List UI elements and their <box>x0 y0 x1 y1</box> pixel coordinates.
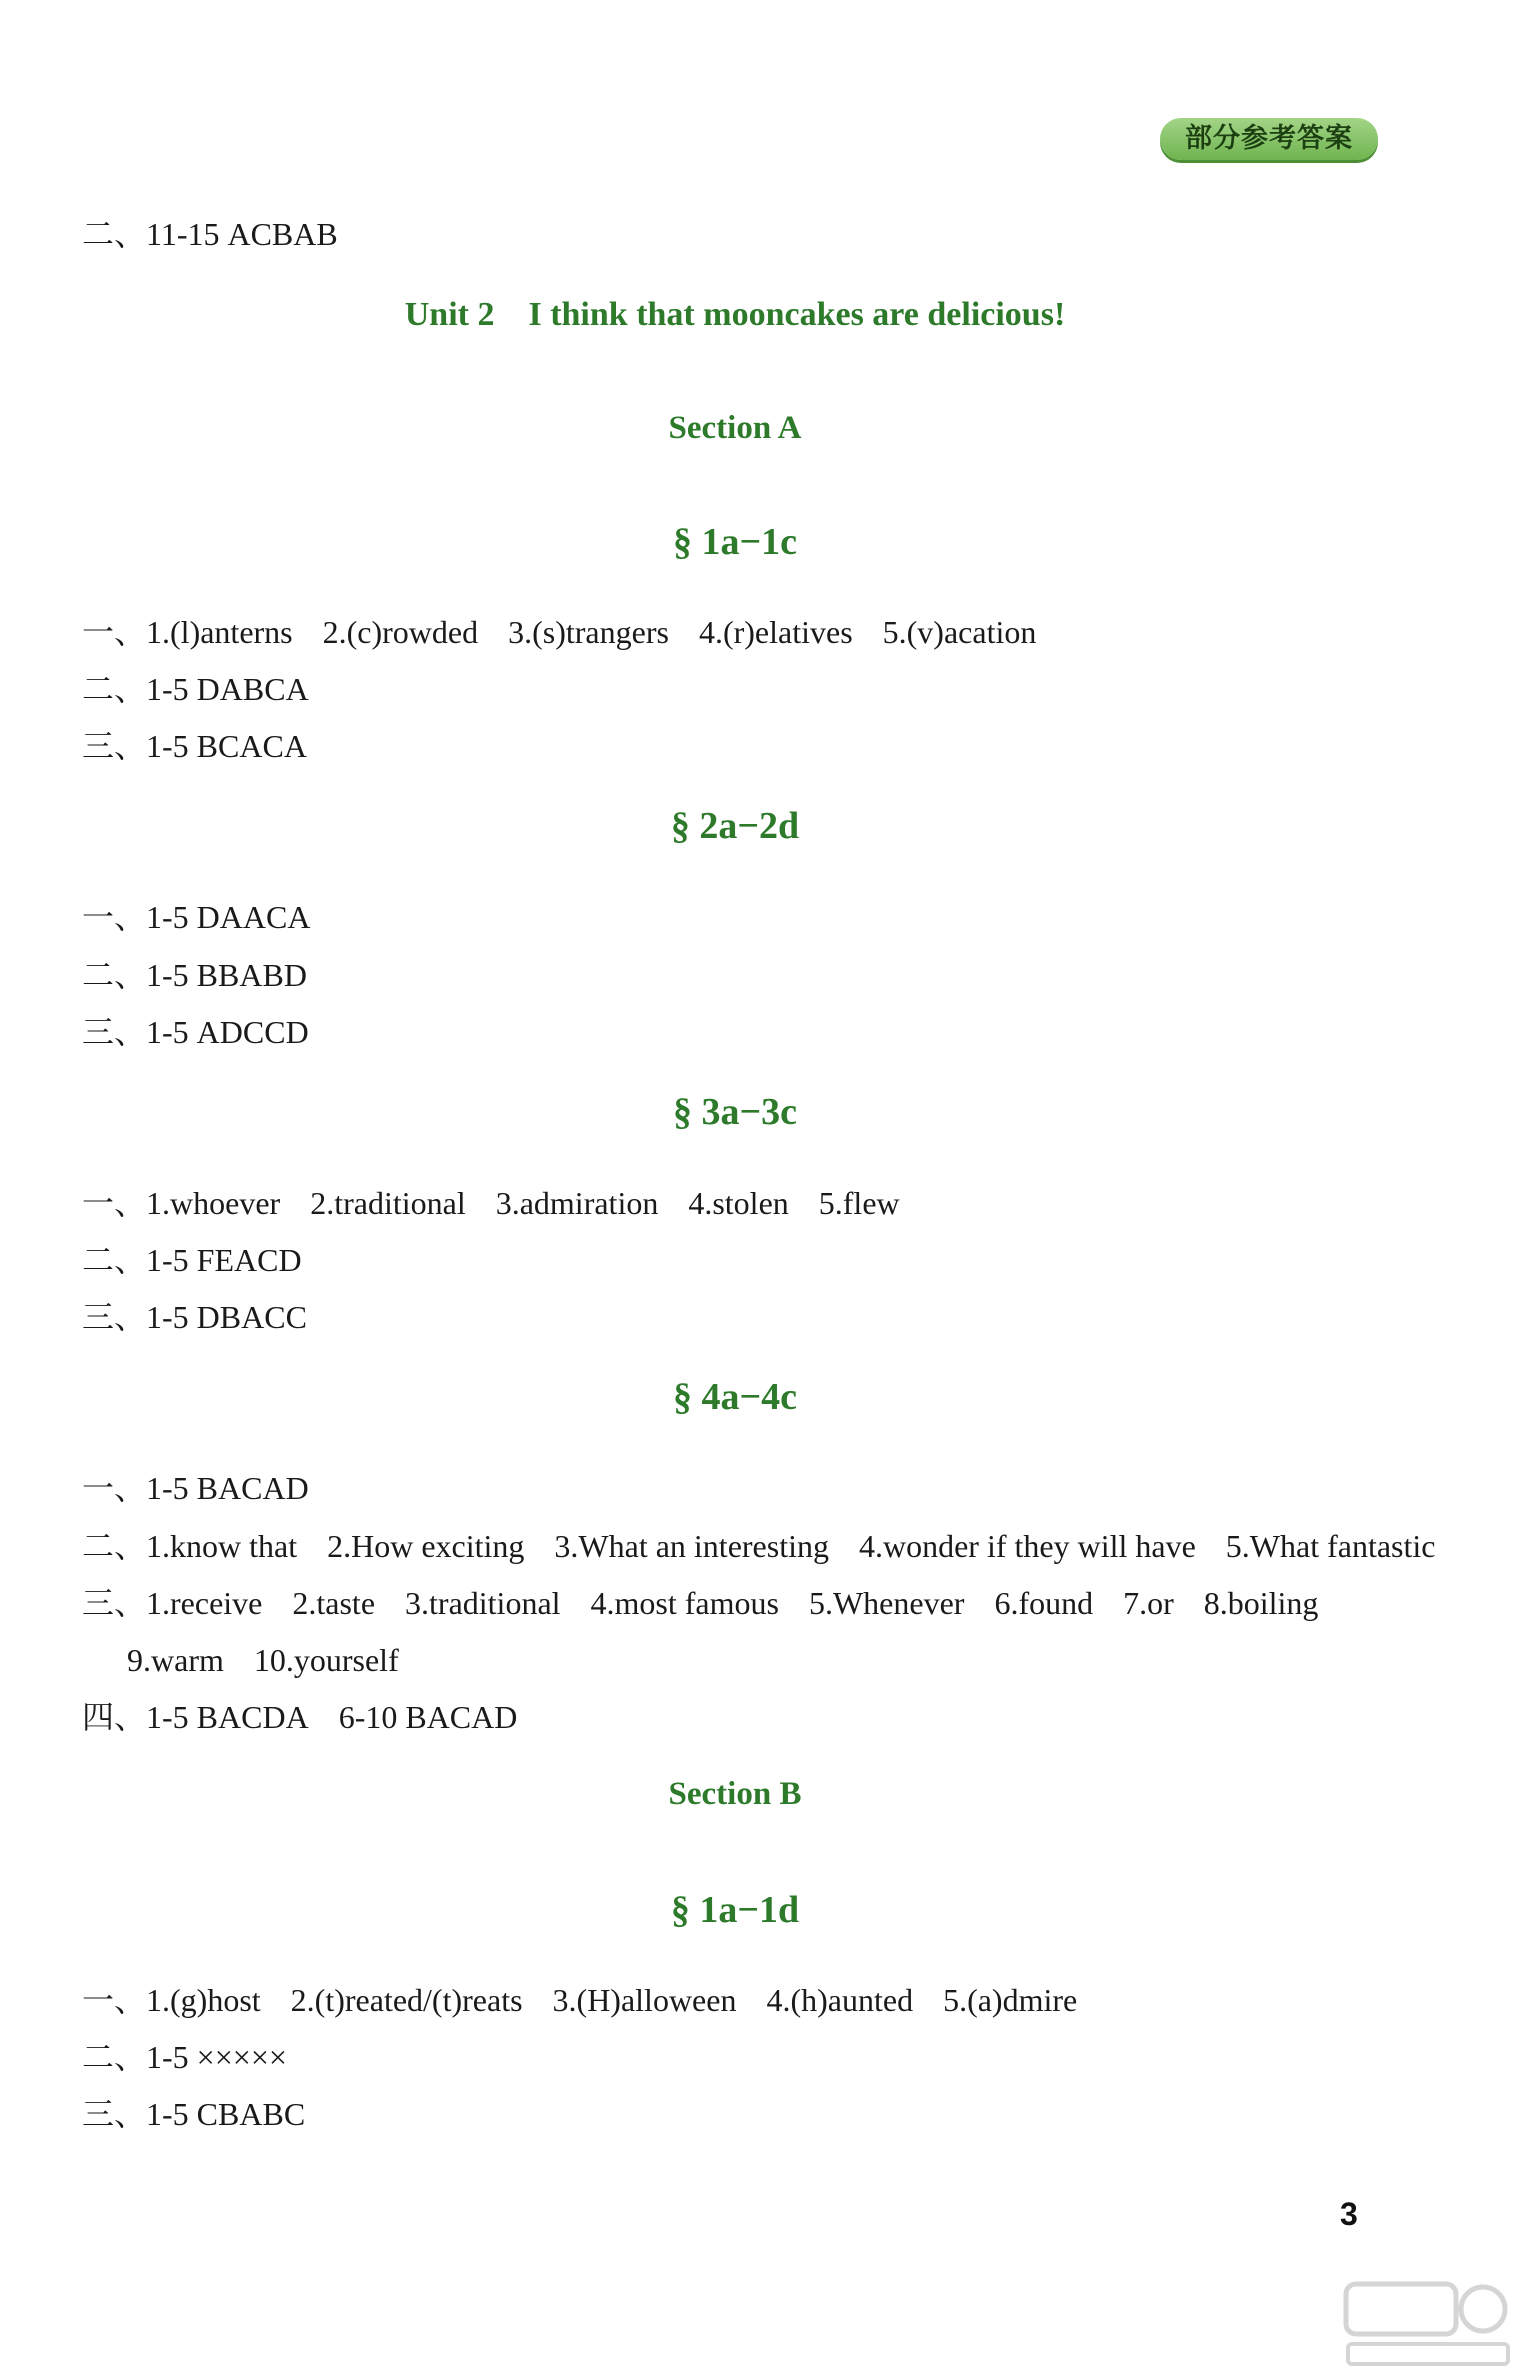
page-number: 3 <box>1340 2196 1358 2232</box>
answer-item: 6.found <box>994 1585 1094 1621</box>
answer-item: 1-5 DAACA <box>146 899 311 935</box>
answer-item: 4.(r)elatives <box>698 614 853 650</box>
subsection-heading: § 3a−3c <box>672 1091 798 1133</box>
question-number: 一、 <box>82 899 147 935</box>
section-a-title: Section A <box>668 410 802 446</box>
subsection-heading: § 1a−1c <box>672 521 798 563</box>
watermark-logo-icon <box>1338 2274 1518 2374</box>
answer-item: 4.(h)aunted <box>766 1982 914 2018</box>
answer-line <box>82 1980 1077 2020</box>
question-number: 二、 <box>82 1242 147 1278</box>
question-number: 三、 <box>82 1014 147 1050</box>
unit-name: I think that mooncakes are delicious! <box>528 296 1066 333</box>
answer-item: 5.What fantastic <box>1225 1528 1436 1564</box>
question-number: 四、 <box>82 1699 147 1735</box>
answer-item: 5.(v)acation <box>882 614 1037 650</box>
answer-item: 1.whoever <box>146 1185 281 1221</box>
unit-title <box>0 296 1470 334</box>
answer-line <box>82 1183 900 1223</box>
subsection-heading: § 2a−2d <box>670 805 800 847</box>
answer-item: 1-5 BACDA <box>146 1699 309 1735</box>
question-number: 三、 <box>82 1299 147 1335</box>
question-number: 二、 <box>82 671 147 707</box>
answer-item: 2.(t)reated/(t)reats <box>290 1982 523 2018</box>
answer-line <box>82 897 310 937</box>
answer-item: 9.warm <box>127 1642 224 1678</box>
answer-item: 10.yourself <box>253 1642 399 1678</box>
answer-item: 4.wonder if they will have <box>858 1528 1196 1564</box>
question-number: 三、 <box>82 1585 147 1621</box>
answer-item: 8.boiling <box>1203 1585 1319 1621</box>
subsection-heading: § 1a−1d <box>670 1889 800 1931</box>
answer-item: 4.most famous <box>590 1585 779 1621</box>
answer-item: 3.admiration <box>495 1185 659 1221</box>
question-number: 一、 <box>82 1185 147 1221</box>
answer-line <box>82 1012 309 1052</box>
answer-line <box>82 669 309 709</box>
answer-item: 3.(H)alloween <box>552 1982 737 2018</box>
section-b-title: Section B <box>668 1776 802 1812</box>
answer-item: 5.Whenever <box>808 1585 965 1621</box>
answer-item: 1.(g)host <box>146 1982 261 2018</box>
answer-item: 1-5 BCACA <box>146 728 307 764</box>
answer-item: 3.What an interesting <box>554 1528 829 1564</box>
answer-key-badge: 部分参考答案 <box>1160 118 1378 160</box>
answer-item: 1.receive <box>146 1585 263 1621</box>
answer-item: 1-5 DABCA <box>146 671 309 707</box>
answer-item: 3.traditional <box>405 1585 561 1621</box>
unit-number: Unit 2 <box>404 296 495 333</box>
answer-item: 1-5 ADCCD <box>146 1014 309 1050</box>
question-number: 一、 <box>82 1982 147 2018</box>
question-number: 二、 <box>82 957 147 993</box>
answer-item: 6-10 BACAD <box>338 1699 518 1735</box>
answer-item: 1-5 CBABC <box>146 2096 306 2132</box>
answer-item: 2.How exciting <box>327 1528 525 1564</box>
answer-item: 5.(a)dmire <box>943 1982 1078 2018</box>
question-number: 三、 <box>82 2096 147 2132</box>
answer-item: 5.flew <box>818 1185 900 1221</box>
answer-item: 3.(s)trangers <box>508 614 669 650</box>
subsection-heading: § 4a−4c <box>672 1376 798 1418</box>
answer-item: 2.(c)rowded <box>322 614 479 650</box>
answer-item: 1-5 BBABD <box>146 957 307 993</box>
question-number: 二、 <box>82 1528 147 1564</box>
answer-line <box>82 2037 287 2077</box>
answer-item: 1.(l)anterns <box>146 614 293 650</box>
answer-item: 7.or <box>1123 1585 1174 1621</box>
answer-item: 1-5 FEACD <box>146 1242 302 1278</box>
answer-item: 1.know that <box>146 1528 298 1564</box>
question-number: 一、 <box>82 1470 147 1506</box>
question-number: 三、 <box>82 728 147 764</box>
answer-line <box>82 1468 309 1508</box>
question-number: 一、 <box>82 614 147 650</box>
answer-line <box>82 612 1036 652</box>
answer-line-previous: 二、11-15 ACBAB <box>82 216 338 252</box>
answer-item: 1-5 BACAD <box>146 1470 309 1506</box>
answer-line <box>82 1526 1435 1566</box>
answer-item: 2.taste <box>292 1585 376 1621</box>
answer-line <box>82 955 307 995</box>
answer-item: 4.stolen <box>688 1185 789 1221</box>
answer-line <box>82 726 307 766</box>
answer-item: 2.traditional <box>310 1185 466 1221</box>
answer-line <box>82 1240 302 1280</box>
question-number: 二、 <box>82 2039 147 2075</box>
answer-line <box>82 1697 517 1737</box>
answer-line <box>82 1583 1318 1623</box>
answer-item: 1-5 ××××× <box>146 2039 287 2075</box>
answer-line <box>82 1297 307 1337</box>
answer-line-continued <box>127 1640 399 1680</box>
answer-item: 1-5 DBACC <box>146 1299 307 1335</box>
answer-line <box>82 2094 305 2134</box>
